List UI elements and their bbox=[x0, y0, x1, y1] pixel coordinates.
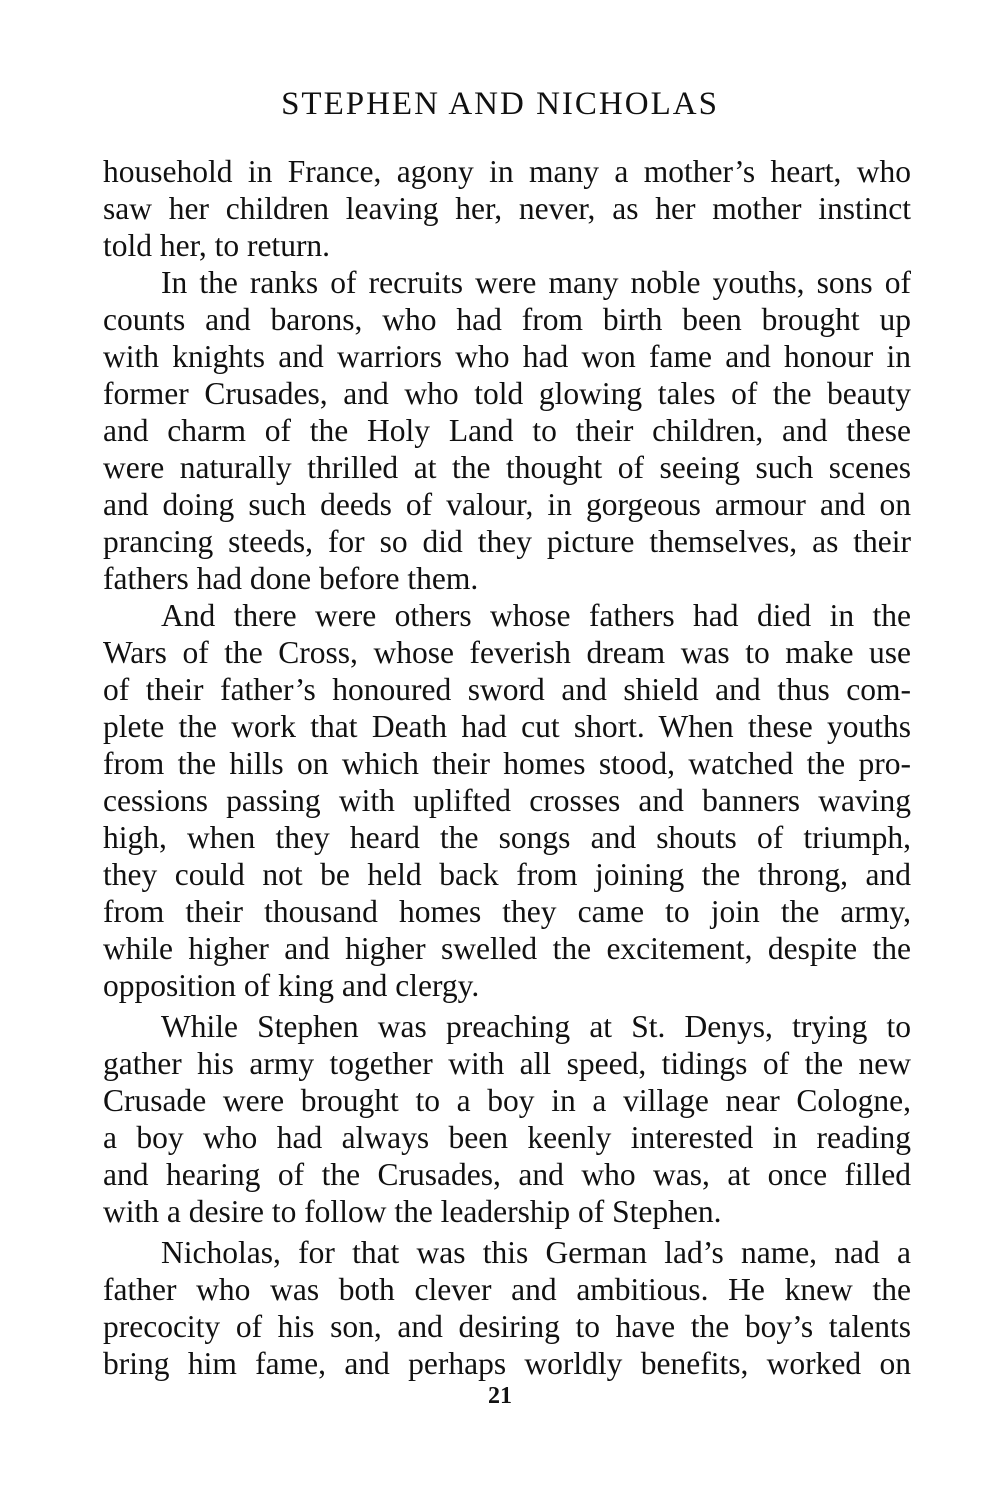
text-line: Wars of the Cross, whose feverish dream was to make use bbox=[103, 635, 911, 670]
text-line: precocity of his son, and desiring to have the boy’s talents bbox=[103, 1309, 911, 1344]
text-line: they could not be held back from joining the throng, and bbox=[103, 857, 911, 892]
text-line: bring him fame, and perhaps worldly benefits, worked on bbox=[103, 1346, 911, 1381]
text-line: and hearing of the Crusades, and who was, at once filled bbox=[103, 1157, 911, 1192]
text-line: and doing such deeds of valour, in gorgeous armour and on bbox=[103, 487, 911, 522]
page-number: 21 bbox=[488, 1383, 512, 1409]
text-line: told her, to return. bbox=[103, 228, 331, 263]
text-line: Crusade were brought to a boy in a village near Cologne, bbox=[103, 1083, 911, 1118]
text-line: with a desire to follow the leadership of Stephen. bbox=[103, 1194, 722, 1229]
text-line: former Crusades, and who told glowing tales of the beauty bbox=[103, 376, 911, 411]
text-line: with knights and warriors who had won fame and honour in bbox=[103, 339, 911, 374]
text-line: a boy who had always been keenly interested in reading bbox=[103, 1120, 911, 1155]
text-line: father who was both clever and ambitious. He knew the bbox=[103, 1272, 911, 1307]
text-line: of their father’s honoured sword and shield and thus com- bbox=[103, 672, 911, 707]
text-line: while higher and higher swelled the excitement, despite the bbox=[103, 931, 911, 966]
text-line: and charm of the Holy Land to their children, and these bbox=[103, 413, 911, 448]
text-line: from their thousand homes they came to join the army, bbox=[103, 894, 911, 929]
text-line: household in France, agony in many a mother’s heart, who bbox=[103, 154, 911, 189]
text-line: opposition of king and clergy. bbox=[103, 968, 480, 1003]
text-line: counts and barons, who had from birth been brought up bbox=[103, 302, 911, 337]
text-line: gather his army together with all speed, tidings of the new bbox=[103, 1046, 911, 1081]
text-line: fathers had done before them. bbox=[103, 561, 479, 596]
running-head: STEPHEN AND NICHOLAS bbox=[281, 86, 719, 122]
text-line: from the hills on which their homes stood, watched the pro- bbox=[103, 746, 911, 781]
text-line: high, when they heard the songs and shouts of triumph, bbox=[103, 820, 911, 855]
text-line: were naturally thrilled at the thought of seeing such scenes bbox=[103, 450, 911, 485]
paragraph-first-line: While Stephen was preaching at St. Denys, trying to bbox=[161, 1009, 911, 1044]
paragraph-first-line: In the ranks of recruits were many noble youths, sons of bbox=[161, 265, 911, 300]
text-line: saw her children leaving her, never, as her mother instinct bbox=[103, 191, 911, 226]
paragraph-first-line: And there were others whose fathers had died in the bbox=[161, 598, 911, 633]
text-line: cessions passing with uplifted crosses and banners waving bbox=[103, 783, 911, 818]
body-text bbox=[103, 153, 911, 1382]
text-line: plete the work that Death had cut short. When these youths bbox=[103, 709, 911, 744]
text-line: prancing steeds, for so did they picture themselves, as their bbox=[103, 524, 911, 559]
paragraph-first-line: Nicholas, for that was this German lad’s name, nad a bbox=[161, 1235, 911, 1270]
